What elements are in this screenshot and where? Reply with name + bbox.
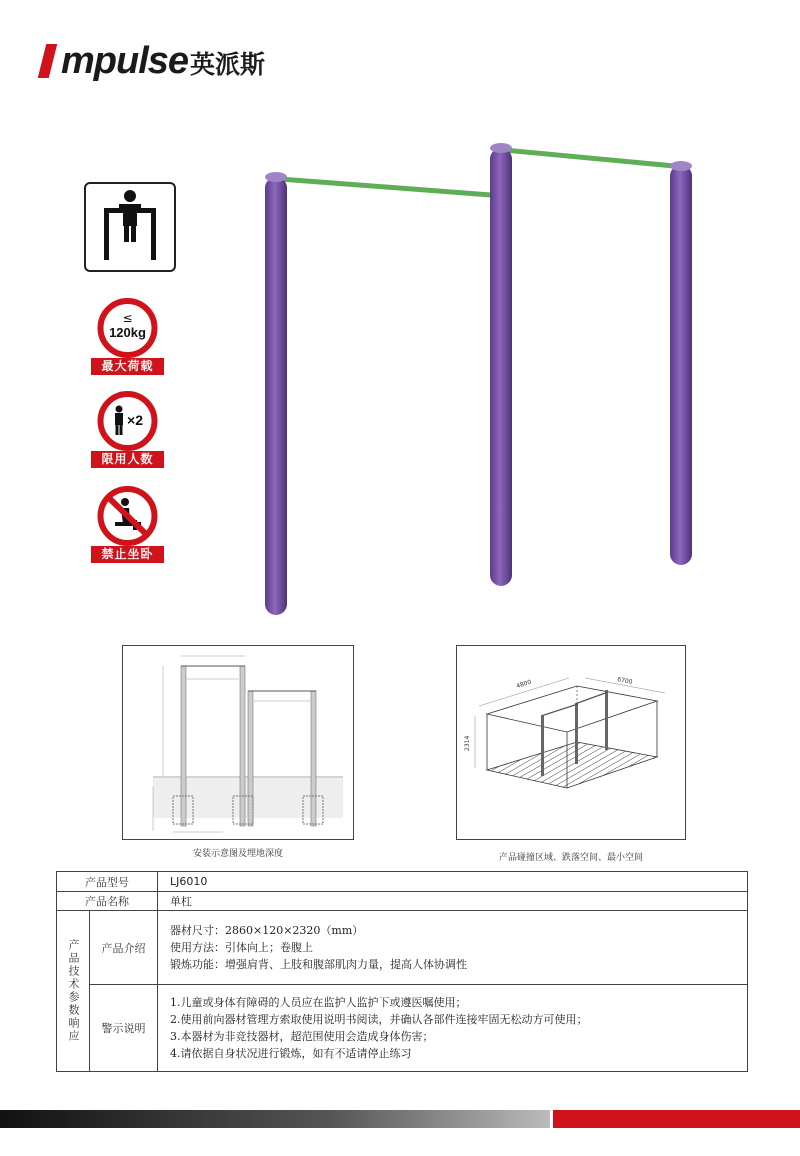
zone-dim-width: 6700: [616, 676, 633, 686]
warning-content: [158, 985, 748, 1072]
zone-dim-height: 2314: [464, 735, 471, 751]
section-label-cell: [57, 911, 90, 1072]
no-sitting-icon: [91, 486, 164, 546]
warning-line: 2.使用前向器材管理方索取使用说明书阅读，并确认各部件连接牢固无松动方可使用；: [170, 1013, 588, 1026]
user-limit-label: 限用人数: [91, 451, 164, 468]
pullup-pictogram-card: [84, 182, 176, 272]
pullup-icon: [86, 184, 174, 270]
post-rear-left: [490, 148, 512, 586]
name-label: 产品名称: [57, 892, 158, 911]
warning-label: 警示说明: [90, 985, 158, 1072]
rear-bar: [504, 150, 685, 167]
installation-caption: 安装示意图及埋地深度: [192, 849, 283, 859]
footer-bar-red: [553, 1110, 800, 1128]
spec-table: [56, 871, 748, 1072]
warning-line: 1.儿童或身体有障碍的人员应在监护人监护下或遵医嘱使用；: [170, 996, 467, 1009]
brand-logo: [42, 38, 342, 80]
max-load-sign: [91, 298, 164, 375]
max-load-label: 最大荷载: [91, 358, 164, 375]
intro-line: 锻炼功能：增强肩背、上肢和腹部肌肉力量，提高人体协调性: [170, 958, 467, 971]
zone-dim-length: 4800: [515, 678, 533, 690]
svg-text:≤: ≤: [122, 311, 133, 325]
intro-line: 器材尺寸：2860×120×2320（mm）: [170, 924, 364, 937]
fall-zone-drawing: [456, 645, 686, 840]
fall-zone-caption: 产品碰撞区域、跌落空间、最小空间: [498, 853, 643, 863]
logo-mark: [38, 44, 57, 78]
front-bar: [280, 179, 504, 196]
no-sitting-sign: [91, 486, 164, 563]
user-limit-sign: [91, 391, 164, 468]
warning-line: 4.请依据自身状况进行锻炼，如有不适请停止练习: [170, 1047, 412, 1060]
warning-line: 3.本器材为非竞技器材，超范围使用会造成身体伤害；: [170, 1030, 434, 1043]
intro-label: 产品介绍: [90, 911, 158, 985]
model-value: LJ6010: [158, 872, 748, 892]
post-front-left: [265, 177, 287, 615]
user-limit-value: ×2: [127, 412, 143, 428]
user-limit-icon: [91, 391, 164, 451]
intro-content: [158, 911, 748, 985]
section-label: 产品技术参数响应: [67, 939, 80, 1043]
product-illustration: [240, 130, 720, 620]
no-sitting-label: 禁止坐卧: [91, 546, 164, 563]
intro-line: 使用方法：引体向上；卷腹上: [170, 941, 313, 954]
max-load-value: 120kg: [109, 325, 146, 340]
footer-bar-dark: [0, 1110, 550, 1128]
logo-cjk: 英派斯: [190, 50, 266, 79]
max-load-icon: [91, 298, 164, 358]
post-rear-right: [670, 165, 692, 565]
name-value: 单杠: [158, 892, 748, 911]
installation-drawing: [122, 645, 354, 840]
model-label: 产品型号: [57, 872, 158, 892]
logo-latin: mpulse: [61, 40, 189, 82]
